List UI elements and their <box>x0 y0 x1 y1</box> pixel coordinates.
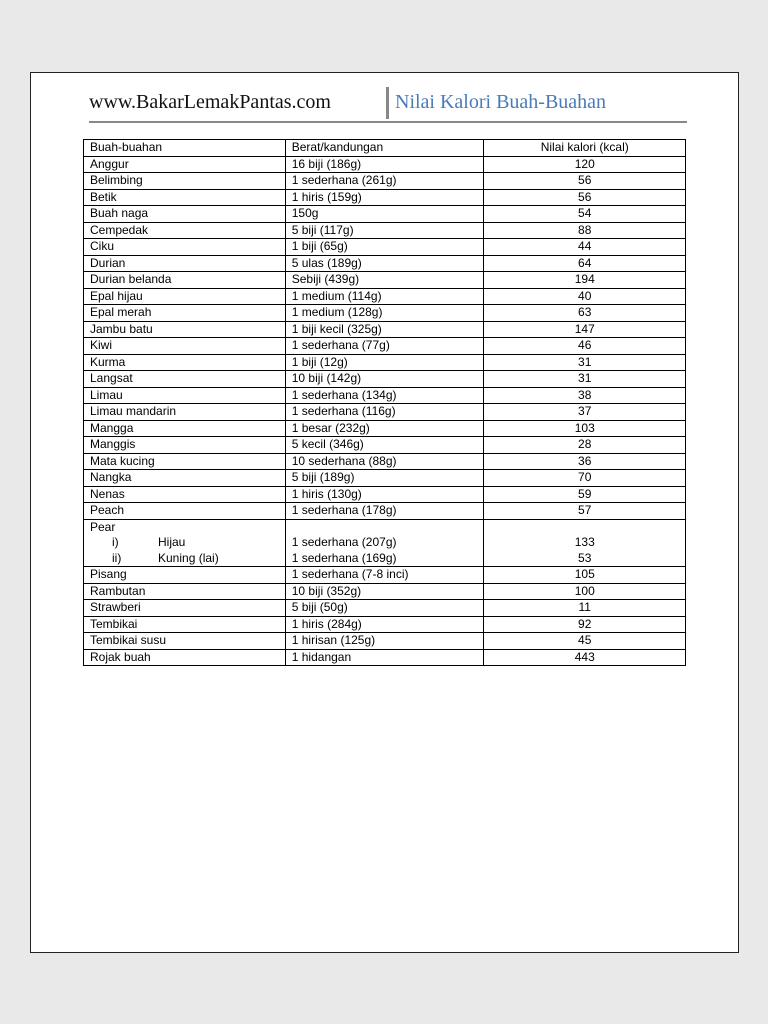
variety-weight: 1 sederhana (169g) <box>291 550 397 565</box>
pear-variety <box>90 535 279 551</box>
fruit-name-cell: Pisang <box>84 567 286 584</box>
weight-cell: 1 hirisan (125g) <box>285 633 484 650</box>
table-row <box>84 338 686 355</box>
table-row <box>84 437 686 454</box>
table-row <box>84 453 686 470</box>
calorie-cell: 46 <box>484 338 686 355</box>
calorie-cell: 40 <box>484 288 686 305</box>
calorie-cell: 57 <box>484 503 686 520</box>
calorie-cell: 88 <box>484 222 686 239</box>
weight-cell: 5 ulas (189g) <box>285 255 484 272</box>
table-header-row <box>84 140 686 157</box>
weight-cell: 1 sederhana (261g) <box>285 173 484 190</box>
table-row <box>84 189 686 206</box>
calorie-cell: 70 <box>484 470 686 487</box>
fruit-name-cell: Kurma <box>84 354 286 371</box>
variety-numeral: ii) <box>112 550 122 565</box>
fruit-name-cell: Rojak buah <box>84 649 286 666</box>
site-name: www.BakarLemakPantas.com <box>89 91 331 113</box>
weight-cell: 5 kecil (346g) <box>285 437 484 454</box>
weight-cell: 10 biji (352g) <box>285 583 484 600</box>
calorie-cell: 11 <box>484 600 686 617</box>
weight-cell: 1 biji (65g) <box>285 239 484 256</box>
fruit-name-cell: Limau mandarin <box>84 404 286 421</box>
fruit-name-cell: Ciku <box>84 239 286 256</box>
table-row <box>84 567 686 584</box>
weight-cell: Sebiji (439g) <box>285 272 484 289</box>
document-page <box>30 72 739 953</box>
weight-cell: 1 sederhana (116g) <box>285 404 484 421</box>
calorie-table <box>83 139 686 666</box>
calorie-cell: 54 <box>484 206 686 223</box>
variety-name: Kuning (lai) <box>158 550 219 565</box>
table-row <box>84 583 686 600</box>
header-underline <box>89 121 687 123</box>
calorie-cell: 103 <box>484 420 686 437</box>
weight-cell <box>285 519 484 567</box>
variety-weight: 1 sederhana (207g) <box>291 535 397 549</box>
fruit-name-cell: Betik <box>84 189 286 206</box>
fruit-name-cell: Rambutan <box>84 583 286 600</box>
fruit-name-cell: Jambu batu <box>84 321 286 338</box>
table-row <box>84 470 686 487</box>
weight-cell: 1 sederhana (77g) <box>285 338 484 355</box>
calorie-cell: 28 <box>484 437 686 454</box>
weight-cell: 1 besar (232g) <box>285 420 484 437</box>
fruit-name-cell: Kiwi <box>84 338 286 355</box>
table-row <box>84 239 686 256</box>
table-row <box>84 600 686 617</box>
weight-cell: 1 sederhana (178g) <box>285 503 484 520</box>
fruit-name-cell: Tembikai <box>84 616 286 633</box>
calorie-cell: 45 <box>484 633 686 650</box>
table-row <box>84 616 686 633</box>
table-row <box>84 649 686 666</box>
fruit-name-cell: Langsat <box>84 371 286 388</box>
calorie-cell: 105 <box>484 567 686 584</box>
calorie-cell: 92 <box>484 616 686 633</box>
calorie-cell: 31 <box>484 354 686 371</box>
calorie-cell <box>484 519 686 567</box>
weight-cell: 1 hiris (130g) <box>285 486 484 503</box>
header-divider <box>386 87 389 119</box>
weight-cell: 1 medium (114g) <box>285 288 484 305</box>
col-header-calories: Nilai kalori (kcal) <box>484 140 686 157</box>
calorie-cell: 31 <box>484 371 686 388</box>
pear-label: Pear <box>90 519 116 534</box>
fruit-name-cell: Limau <box>84 387 286 404</box>
table-row <box>84 404 686 421</box>
table-row <box>84 321 686 338</box>
weight-cell: 1 medium (128g) <box>285 305 484 322</box>
fruit-name-cell: Durian belanda <box>84 272 286 289</box>
calorie-cell: 44 <box>484 239 686 256</box>
fruit-name-cell: Belimbing <box>84 173 286 190</box>
table-row <box>84 486 686 503</box>
fruit-name-cell: Peach <box>84 503 286 520</box>
calorie-cell: 120 <box>484 156 686 173</box>
fruit-name-cell: Epal merah <box>84 305 286 322</box>
weight-cell: 1 sederhana (134g) <box>285 387 484 404</box>
calorie-cell: 63 <box>484 305 686 322</box>
table-row-pear <box>84 519 686 567</box>
table-row <box>84 305 686 322</box>
fruit-name-cell: Nangka <box>84 470 286 487</box>
table-row <box>84 173 686 190</box>
fruit-name-cell: Mata kucing <box>84 453 286 470</box>
weight-cell: 10 biji (142g) <box>285 371 484 388</box>
fruit-name-cell: Buah naga <box>84 206 286 223</box>
fruit-name-cell: Strawberi <box>84 600 286 617</box>
weight-cell: 16 biji (186g) <box>285 156 484 173</box>
variety-calories: 53 <box>578 550 592 565</box>
calorie-cell: 37 <box>484 404 686 421</box>
fruit-name-cell: Tembikai susu <box>84 633 286 650</box>
calorie-cell: 56 <box>484 173 686 190</box>
page-header <box>89 87 687 123</box>
weight-cell: 5 biji (117g) <box>285 222 484 239</box>
calorie-cell: 443 <box>484 649 686 666</box>
variety-name: Hijau <box>158 535 186 549</box>
col-header-weight: Berat/kandungan <box>285 140 484 157</box>
fruit-name-cell: Durian <box>84 255 286 272</box>
table-row <box>84 222 686 239</box>
table-row <box>84 288 686 305</box>
weight-cell: 10 sederhana (88g) <box>285 453 484 470</box>
pear-variety <box>90 551 279 567</box>
fruit-name-cell: Anggur <box>84 156 286 173</box>
table-row <box>84 387 686 404</box>
weight-cell: 1 biji kecil (325g) <box>285 321 484 338</box>
weight-cell: 5 biji (50g) <box>285 600 484 617</box>
col-header-fruit: Buah-buahan <box>84 140 286 157</box>
calorie-cell: 64 <box>484 255 686 272</box>
table-row <box>84 371 686 388</box>
weight-cell: 1 hiris (284g) <box>285 616 484 633</box>
table-row <box>84 156 686 173</box>
weight-cell: 1 hidangan <box>285 649 484 666</box>
table-row <box>84 354 686 371</box>
table-row <box>84 272 686 289</box>
table-row <box>84 633 686 650</box>
table-row <box>84 206 686 223</box>
calorie-cell: 38 <box>484 387 686 404</box>
weight-cell: 1 sederhana (7-8 inci) <box>285 567 484 584</box>
fruit-name-cell: Mangga <box>84 420 286 437</box>
calorie-cell: 194 <box>484 272 686 289</box>
table-row <box>84 420 686 437</box>
weight-cell: 1 biji (12g) <box>285 354 484 371</box>
weight-cell: 5 biji (189g) <box>285 470 484 487</box>
fruit-name-cell <box>84 519 286 567</box>
calorie-cell: 59 <box>484 486 686 503</box>
variety-calories: 133 <box>574 535 595 549</box>
page-title: Nilai Kalori Buah-Buahan <box>395 91 607 113</box>
fruit-name-cell: Epal hijau <box>84 288 286 305</box>
weight-cell: 1 hiris (159g) <box>285 189 484 206</box>
fruit-name-cell: Manggis <box>84 437 286 454</box>
calorie-cell: 100 <box>484 583 686 600</box>
fruit-name-cell: Nenas <box>84 486 286 503</box>
table-row <box>84 503 686 520</box>
table-row <box>84 255 686 272</box>
fruit-name-cell: Cempedak <box>84 222 286 239</box>
calorie-cell: 147 <box>484 321 686 338</box>
variety-numeral: i) <box>112 535 119 549</box>
table-body <box>84 156 686 666</box>
weight-cell: 150g <box>285 206 484 223</box>
calorie-cell: 56 <box>484 189 686 206</box>
calorie-cell: 36 <box>484 453 686 470</box>
